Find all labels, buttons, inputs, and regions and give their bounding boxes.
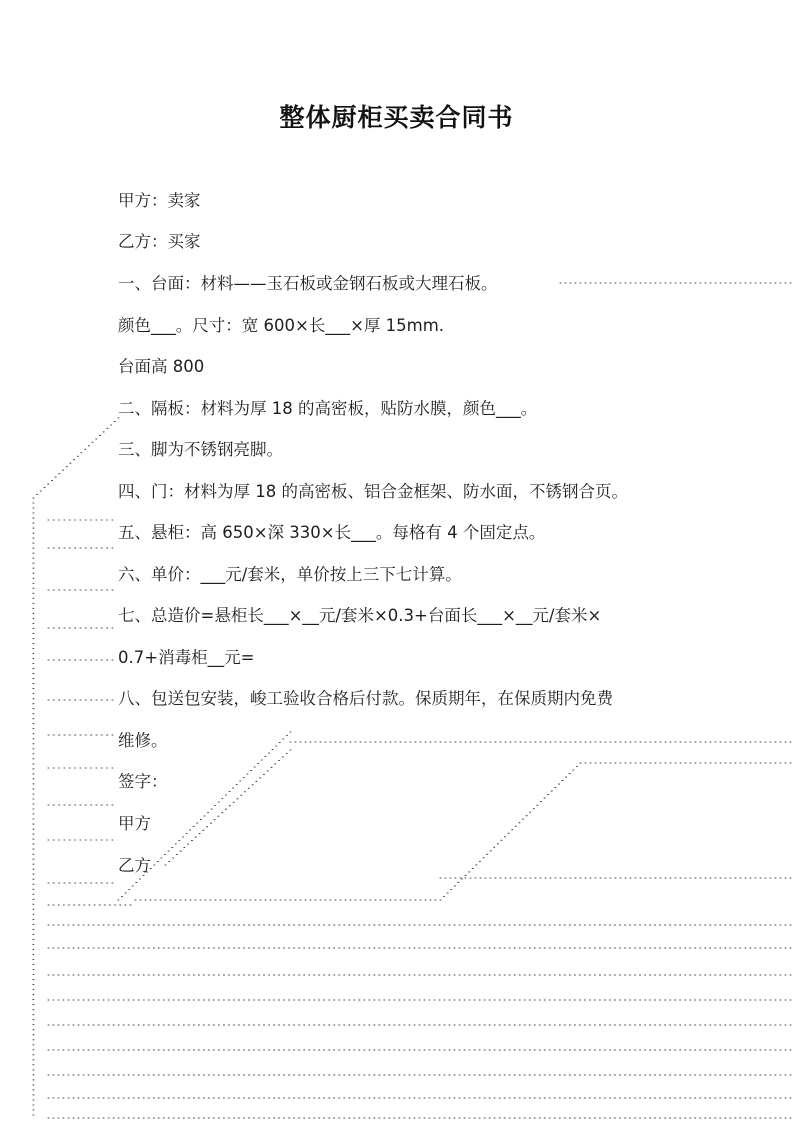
signature-party-b: 乙方	[118, 856, 151, 875]
party-a-line: 甲方：卖家	[118, 191, 201, 210]
clause-7-total-price-cont: 0.7+消毒柜__元=	[118, 648, 255, 667]
clause-6-unit-price: 六、单价：___元/套米，单价按上三下七计算。	[118, 565, 462, 584]
signature-party-a: 甲方	[118, 814, 151, 833]
clause-1-color-size: 颜色___。尺寸：宽 600×长___×厚 15mm.	[118, 316, 445, 335]
clause-8-delivery-cont: 维修。	[118, 731, 168, 750]
clause-4-door: 四、门：材料为厚 18 的高密板、铝合金框架、防水面，不锈钢合页。	[118, 482, 628, 501]
clause-1-countertop: 一、台面：材料——玉石板或金钢石板或大理石板。	[118, 274, 498, 293]
clause-8-delivery: 八、包送包安装，峻工验收合格后付款。保质期年，在保质期内免费	[118, 689, 613, 708]
document-title: 整体厨柜买卖合同书	[279, 103, 514, 132]
clause-5-wall-cabinet: 五、悬柜：高 650×深 330×长___。每格有 4 个固定点。	[118, 523, 546, 542]
clause-7-total-price: 七、总造价=悬柜长___×__元/套米×0.3+台面长___×__元/套米×	[118, 606, 602, 625]
signature-heading: 签字：	[118, 772, 168, 791]
clause-1-height: 台面高 800	[118, 357, 205, 376]
clause-3-feet: 三、脚为不锈钢亮脚。	[118, 440, 283, 459]
party-b-line: 乙方：买家	[118, 232, 201, 251]
clause-2-shelf: 二、隔板：材料为厚 18 的高密板，贴防水膜，颜色___。	[118, 399, 538, 418]
